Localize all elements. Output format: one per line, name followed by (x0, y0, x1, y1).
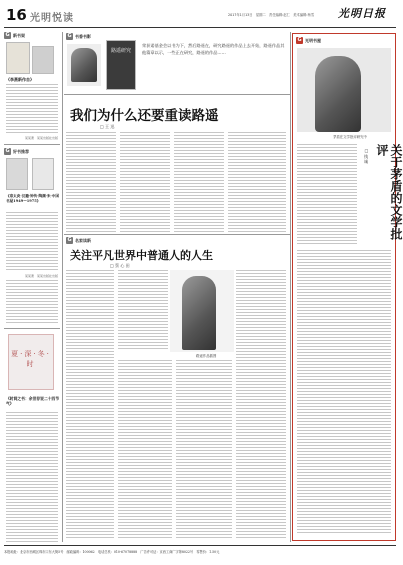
photo-caption: 路遥作品插图 (196, 354, 217, 358)
article-headline: 关注平凡世界中普通人的人生 (70, 249, 213, 262)
book-title: 《李燕新作自》 (6, 77, 34, 82)
section-tag-label: 光明书屋 (305, 37, 321, 43)
body-text (6, 84, 58, 134)
article-body (236, 270, 286, 540)
divider (4, 144, 60, 145)
g-icon: G (67, 33, 72, 39)
g-icon: G (5, 148, 10, 154)
article-byline: □ 蔡 心 田 (110, 263, 130, 268)
book-title: 《章太炎·汉籍·钟传·陶渊·朱·中国书屋1949—1975》 (6, 194, 59, 203)
author-portrait (67, 44, 101, 86)
lead-paragraph: 荣获诺基金会以书为下，然后路遥在，研究路遥的作品上去开始，路遥作品其他篇章以示，一些正在研究，路遥的作品…… (142, 43, 285, 55)
newspaper-logo: 光明日报 (338, 7, 386, 20)
article-headline: 我们为什么还要重读路遥 (70, 108, 219, 124)
column-divider (62, 32, 63, 542)
section-tag-label: 新书架 (13, 32, 25, 38)
photo-caption: 茅盾在文学批评研究中 (333, 135, 367, 139)
book-cover (6, 42, 30, 74)
book-cover (32, 158, 54, 190)
page-header (0, 0, 400, 30)
featured-book-cover (106, 40, 136, 90)
section-tag-bookhouse (296, 37, 321, 44)
book-title: 《时间之书：余世存说二十四节气》 (6, 396, 60, 406)
article-byline: □ 王 迅 (100, 124, 115, 129)
date-line: 2017年1月13日 星期二 责任编辑:赵仁 美术编辑:杨雪 (228, 13, 315, 17)
feature-box (292, 33, 403, 541)
divider (64, 94, 290, 95)
section-tag-bookshadow (66, 33, 91, 40)
article-body (118, 360, 172, 540)
feature-photo (297, 48, 391, 132)
body-text (6, 212, 58, 272)
divider (64, 234, 290, 235)
article-body (228, 132, 286, 232)
article-body (297, 250, 391, 535)
page-number: 16 (6, 6, 27, 24)
g-icon: G (5, 32, 10, 38)
section-tag-recommend (4, 148, 29, 155)
author-figure (315, 56, 361, 132)
section-tag-label: 名家读新 (75, 237, 91, 243)
header-rule (4, 27, 396, 28)
section-tag-label: 好书推荐 (13, 148, 29, 154)
cover-title: 路遥研究 (110, 48, 131, 54)
article-headline-vertical: 关于茅盾的文学批评 (375, 144, 403, 240)
body-text (6, 412, 58, 542)
section-tag-famous (66, 237, 91, 244)
body-text (6, 280, 58, 324)
page-name: 光明悦读 (30, 13, 74, 24)
cover-text: 夏·深·冬·时 (11, 350, 51, 368)
footer-text: 本报地址：北京市西城区珠市口东大街5号 邮政编码：100062 电话总机：010-67078888 广告许可证：京西工商广字第8022号 零售价：1.50元 (4, 550, 220, 554)
article-body (120, 132, 170, 232)
article-byline: □ 钱 诚 (364, 148, 369, 164)
left-column (4, 32, 60, 542)
footer-rule (4, 545, 396, 546)
article-body (118, 270, 168, 350)
author-line: 某某著 某某出版社出版 (24, 274, 58, 278)
g-icon: G (297, 37, 302, 43)
portrait-photo (71, 48, 97, 82)
section-tag-label: 书香书影 (75, 33, 91, 39)
article-body (176, 360, 232, 540)
article-body (66, 270, 114, 540)
author-line: 某某著 某某出版社出版 (24, 136, 58, 140)
divider (4, 328, 60, 329)
article-photo (170, 270, 234, 352)
g-icon: G (67, 237, 72, 243)
section-tag-new-books (4, 32, 60, 39)
column-divider (290, 32, 291, 542)
book-cover-seasons (8, 334, 54, 390)
article-body (297, 144, 357, 244)
person-figure (182, 276, 216, 350)
book-cover (32, 46, 54, 74)
book-cover (6, 158, 28, 190)
article-body (66, 132, 116, 232)
article-body (174, 132, 224, 232)
